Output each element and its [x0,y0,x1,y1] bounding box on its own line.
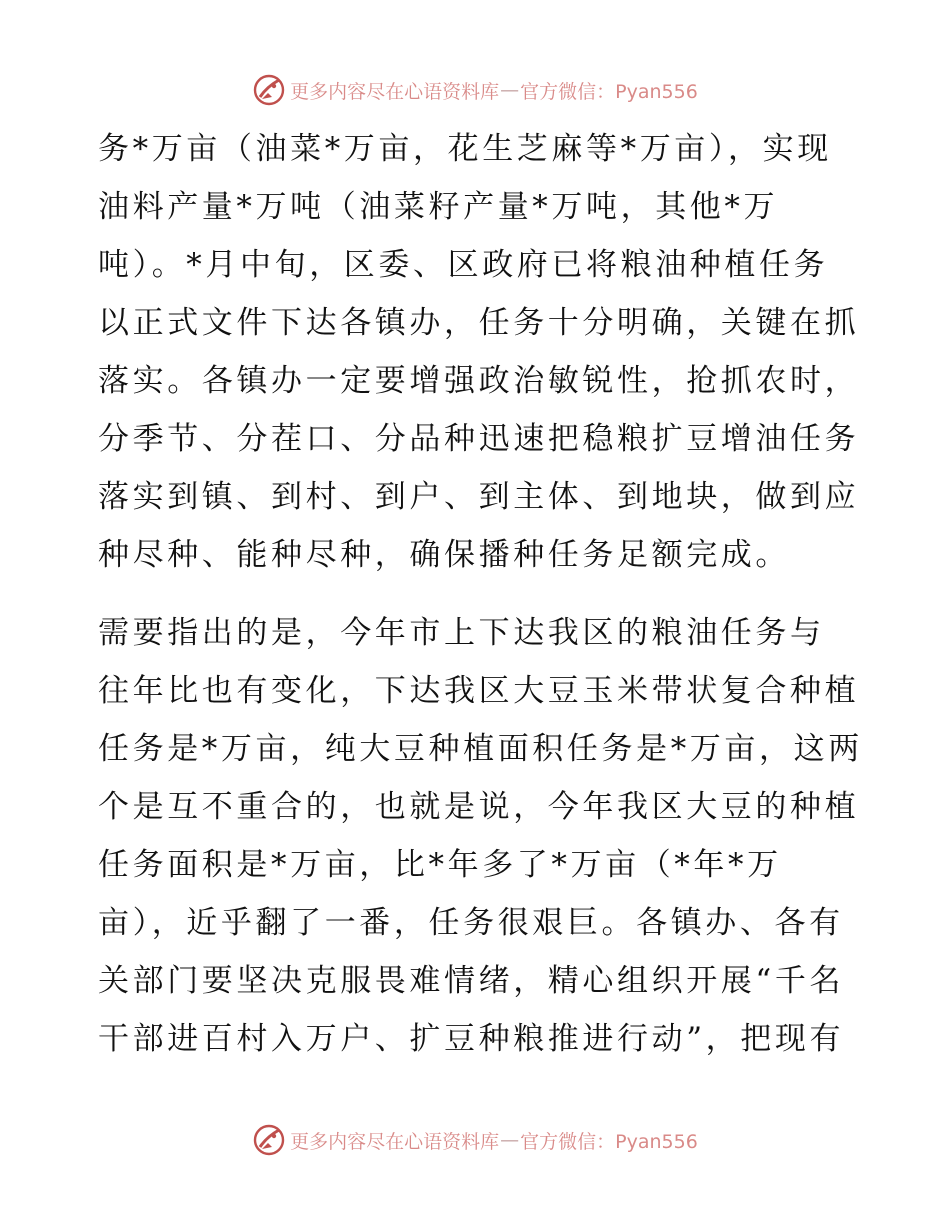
text-line: 任务是*万亩，纯大豆种植面积任务是*万亩，这两 [98,731,863,767]
text-line: 务*万亩（油菜*万亩，花生芝麻等*万亩），实现 [98,131,832,167]
text-line: 种尽种、能种尽种，确保播种任务足额完成。 [98,537,790,573]
body-text [98,120,863,1088]
text-line: 往年比也有变化，下达我区大豆玉米带状复合种植 [98,673,860,709]
text-line: 任务面积是*万亩，比*年多了*万亩（*年*万 [98,847,782,883]
text-line: 关部门要坚决克服畏难情绪，精心组织开展“千名 [98,963,845,999]
text-line: 个是互不重合的，也就是说，今年我区大豆的种植 [98,789,860,825]
text-line: 亩），近乎翻了一番，任务很艰巨。各镇办、各有 [98,905,844,941]
watermark-dash: — [500,1129,520,1151]
footer-watermark [0,1122,950,1158]
text-line: 落实。各镇办一定要增强政治敏锐性，抢抓农时， [98,363,860,399]
header-watermark [0,72,950,108]
watermark-contact: 官方微信：Pyan556 [520,80,698,103]
text-line: 落实到镇、到村、到户、到主体、到地块，做到应 [98,479,860,515]
paragraph-2 [98,604,863,1068]
text-line: 分季节、分茬口、分品种迅速把稳粮扩豆增油任务 [98,421,860,457]
paragraph-1 [98,120,858,584]
text-line: 干部进百村入万户、扩豆种粮推进行动”，把现有 [98,1021,845,1057]
text-line: 需要指出的是，今年市上下达我区的粮油任务与 [98,615,825,651]
text-line: 以正式文件下达各镇办，任务十分明确，关键在抓 [98,305,860,341]
watermark-site: 更多内容尽在心语资料库 [290,80,500,103]
pen-seal-icon [252,1123,286,1157]
pen-seal-icon [252,73,286,107]
watermark-contact: 官方微信：Pyan556 [520,1130,698,1153]
watermark-dash: — [500,79,520,101]
text-line: 油料产量*万吨（油菜籽产量*万吨，其他*万 [98,189,779,225]
watermark-site: 更多内容尽在心语资料库 [290,1130,500,1153]
text-line: 吨）。*月中旬，区委、区政府已将粮油种植任务 [98,247,829,283]
